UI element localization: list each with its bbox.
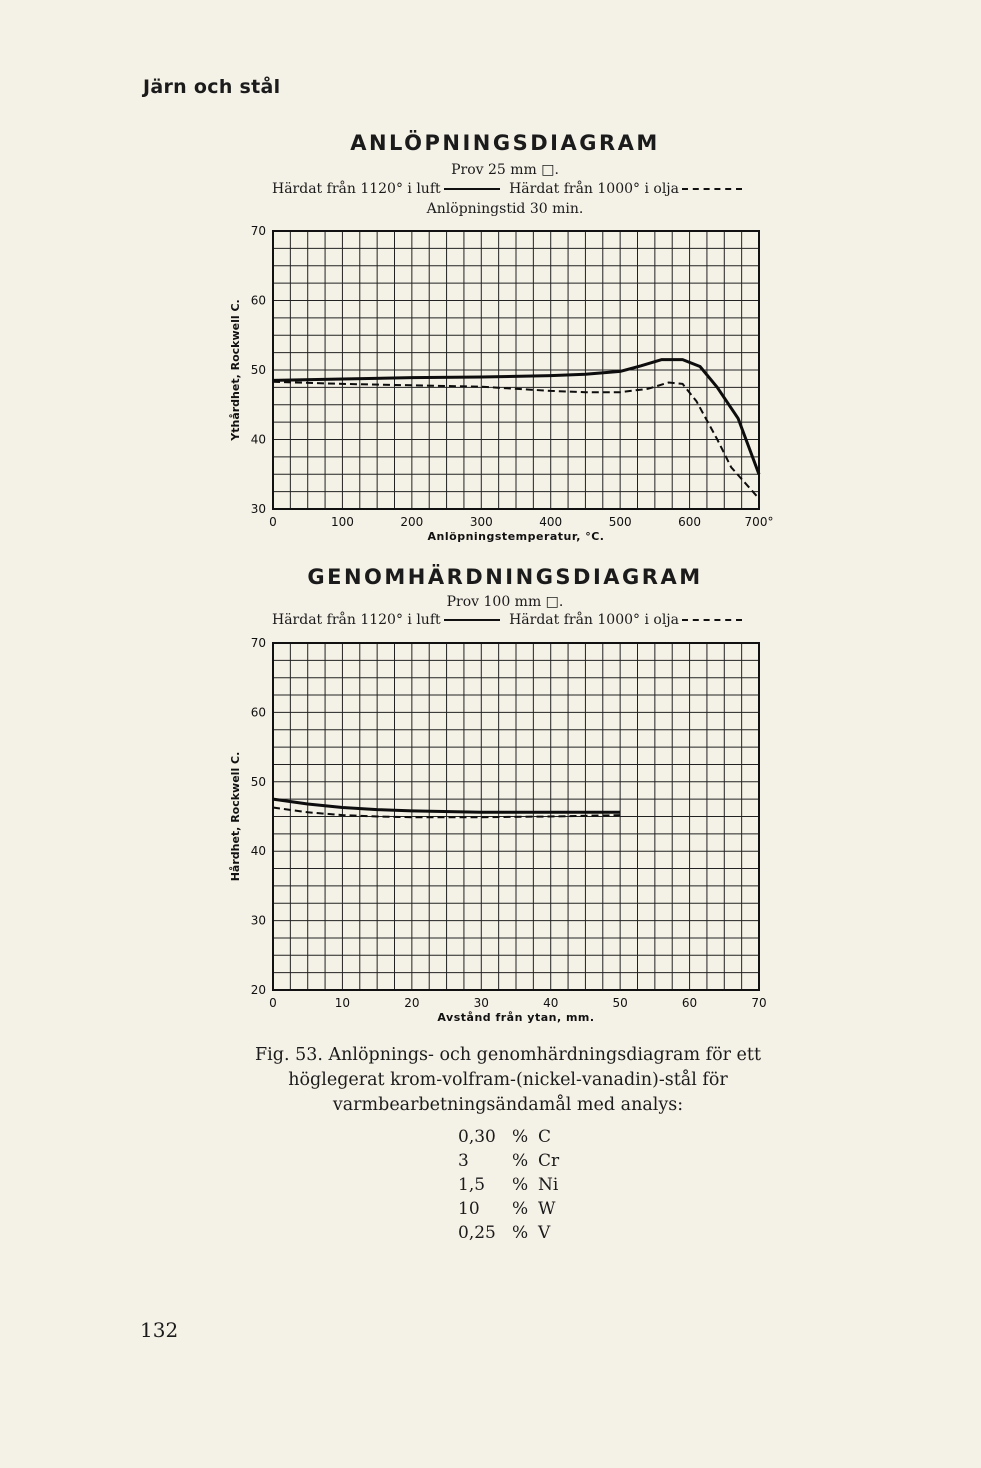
analysis-unit: % (512, 1151, 529, 1171)
x-tick-label: 100 (330, 515, 354, 529)
x-tick-label: 200 (400, 515, 424, 529)
analysis-row (458, 1173, 559, 1197)
chart2-plot (0, 630, 981, 1030)
chart2-legend (272, 612, 742, 628)
analysis-unit: % (512, 1175, 529, 1195)
chart1-legend (272, 181, 742, 197)
chart1-title: ANLÖPNINGSDIAGRAM (350, 131, 660, 155)
x-axis-label: Avstånd från ytan, mm. (437, 1011, 595, 1024)
analysis-value: 10 (458, 1199, 480, 1219)
chart1-legend-label-oil: Härdat från 1000° i olja (509, 181, 679, 197)
x-axis-label: Anlöpningstemperatur, °C. (427, 530, 605, 543)
y-tick-label: 50 (250, 363, 266, 377)
analysis-element: C (538, 1127, 552, 1147)
y-tick-label: 20 (250, 983, 266, 997)
chart1-plot (0, 220, 981, 550)
x-tick-label: 50 (612, 996, 628, 1010)
analysis-element: Ni (538, 1175, 559, 1195)
page-number: 132 (140, 1318, 179, 1342)
analysis-row (458, 1149, 559, 1173)
x-tick-label: 300 (469, 515, 493, 529)
analysis-element: Cr (538, 1151, 560, 1171)
y-tick-label: 60 (250, 705, 266, 720)
x-tick-label: 700° (744, 515, 774, 529)
x-tick-label: 0 (269, 996, 277, 1010)
analysis-unit: % (512, 1223, 529, 1243)
analysis-value: 3 (458, 1151, 469, 1171)
analysis-row (458, 1125, 559, 1149)
y-tick-label: 70 (250, 224, 266, 238)
analysis-value: 1,5 (458, 1175, 486, 1195)
legend-solid-swatch (444, 188, 500, 190)
chart1-legend-label-air: Härdat från 1120° i luft (272, 181, 441, 197)
y-axis-label: Ythårdhet, Rockwell C. (229, 299, 242, 441)
x-tick-label: 0 (269, 515, 277, 529)
analysis-value: 0,30 (458, 1127, 496, 1147)
analysis-element: W (538, 1199, 556, 1219)
legend-dashed-swatch (682, 619, 742, 621)
analysis-element: V (538, 1223, 551, 1243)
y-tick-label: 70 (250, 636, 266, 650)
y-tick-label: 40 (250, 844, 266, 859)
x-tick-label: 600 (678, 515, 702, 529)
analysis-unit: % (512, 1199, 529, 1219)
chart2-legend-item-oil (509, 612, 742, 628)
grid (273, 231, 759, 509)
chart2-title: GENOMHÄRDNINGSDIAGRAM (307, 565, 703, 589)
y-tick-label: 30 (250, 913, 266, 928)
chart2-subtitle: Prov 100 mm □. (446, 594, 564, 610)
x-tick-label: 40 (543, 996, 559, 1010)
chart2-legend-label-air: Härdat från 1120° i luft (272, 612, 441, 628)
y-tick-label: 50 (250, 774, 266, 789)
legend-solid-swatch (444, 619, 500, 621)
running-head: Järn och stål (143, 76, 281, 98)
legend-dashed-swatch (682, 188, 742, 190)
x-tick-label: 60 (681, 996, 698, 1010)
y-tick-label: 30 (250, 502, 266, 516)
analysis-row (458, 1197, 559, 1221)
x-tick-label: 30 (473, 996, 489, 1010)
x-tick-label: 70 (751, 996, 767, 1010)
analysis-row (458, 1221, 559, 1245)
y-axis-label: Hårdhet, Rockwell C. (229, 751, 242, 882)
x-tick-label: 400 (539, 515, 563, 529)
y-tick-label: 40 (250, 432, 266, 447)
analysis-unit: % (512, 1127, 529, 1147)
figure-caption: Fig. 53. Anlöpnings- och genomhärdningsdiagram för ett höglegerat krom-volfram-(nickel-vanadin)-stål för varmbearbetningsändamål med analys: (255, 1045, 761, 1115)
analysis-value: 0,25 (458, 1223, 496, 1243)
chart2-legend-label-oil: Härdat från 1000° i olja (509, 612, 679, 628)
chart2-legend-item-air (272, 612, 500, 628)
chart1-legend-item-oil (509, 181, 742, 197)
analysis-table (458, 1125, 559, 1245)
x-tick-label: 20 (404, 996, 420, 1010)
x-tick-label: 10 (334, 996, 351, 1010)
chart1-subtitle: Prov 25 mm □. (451, 162, 559, 178)
chart1-note: Anlöpningstid 30 min. (426, 201, 584, 217)
chart1-legend-item-air (272, 181, 500, 197)
x-tick-label: 500 (608, 515, 632, 529)
y-tick-label: 60 (250, 293, 266, 308)
